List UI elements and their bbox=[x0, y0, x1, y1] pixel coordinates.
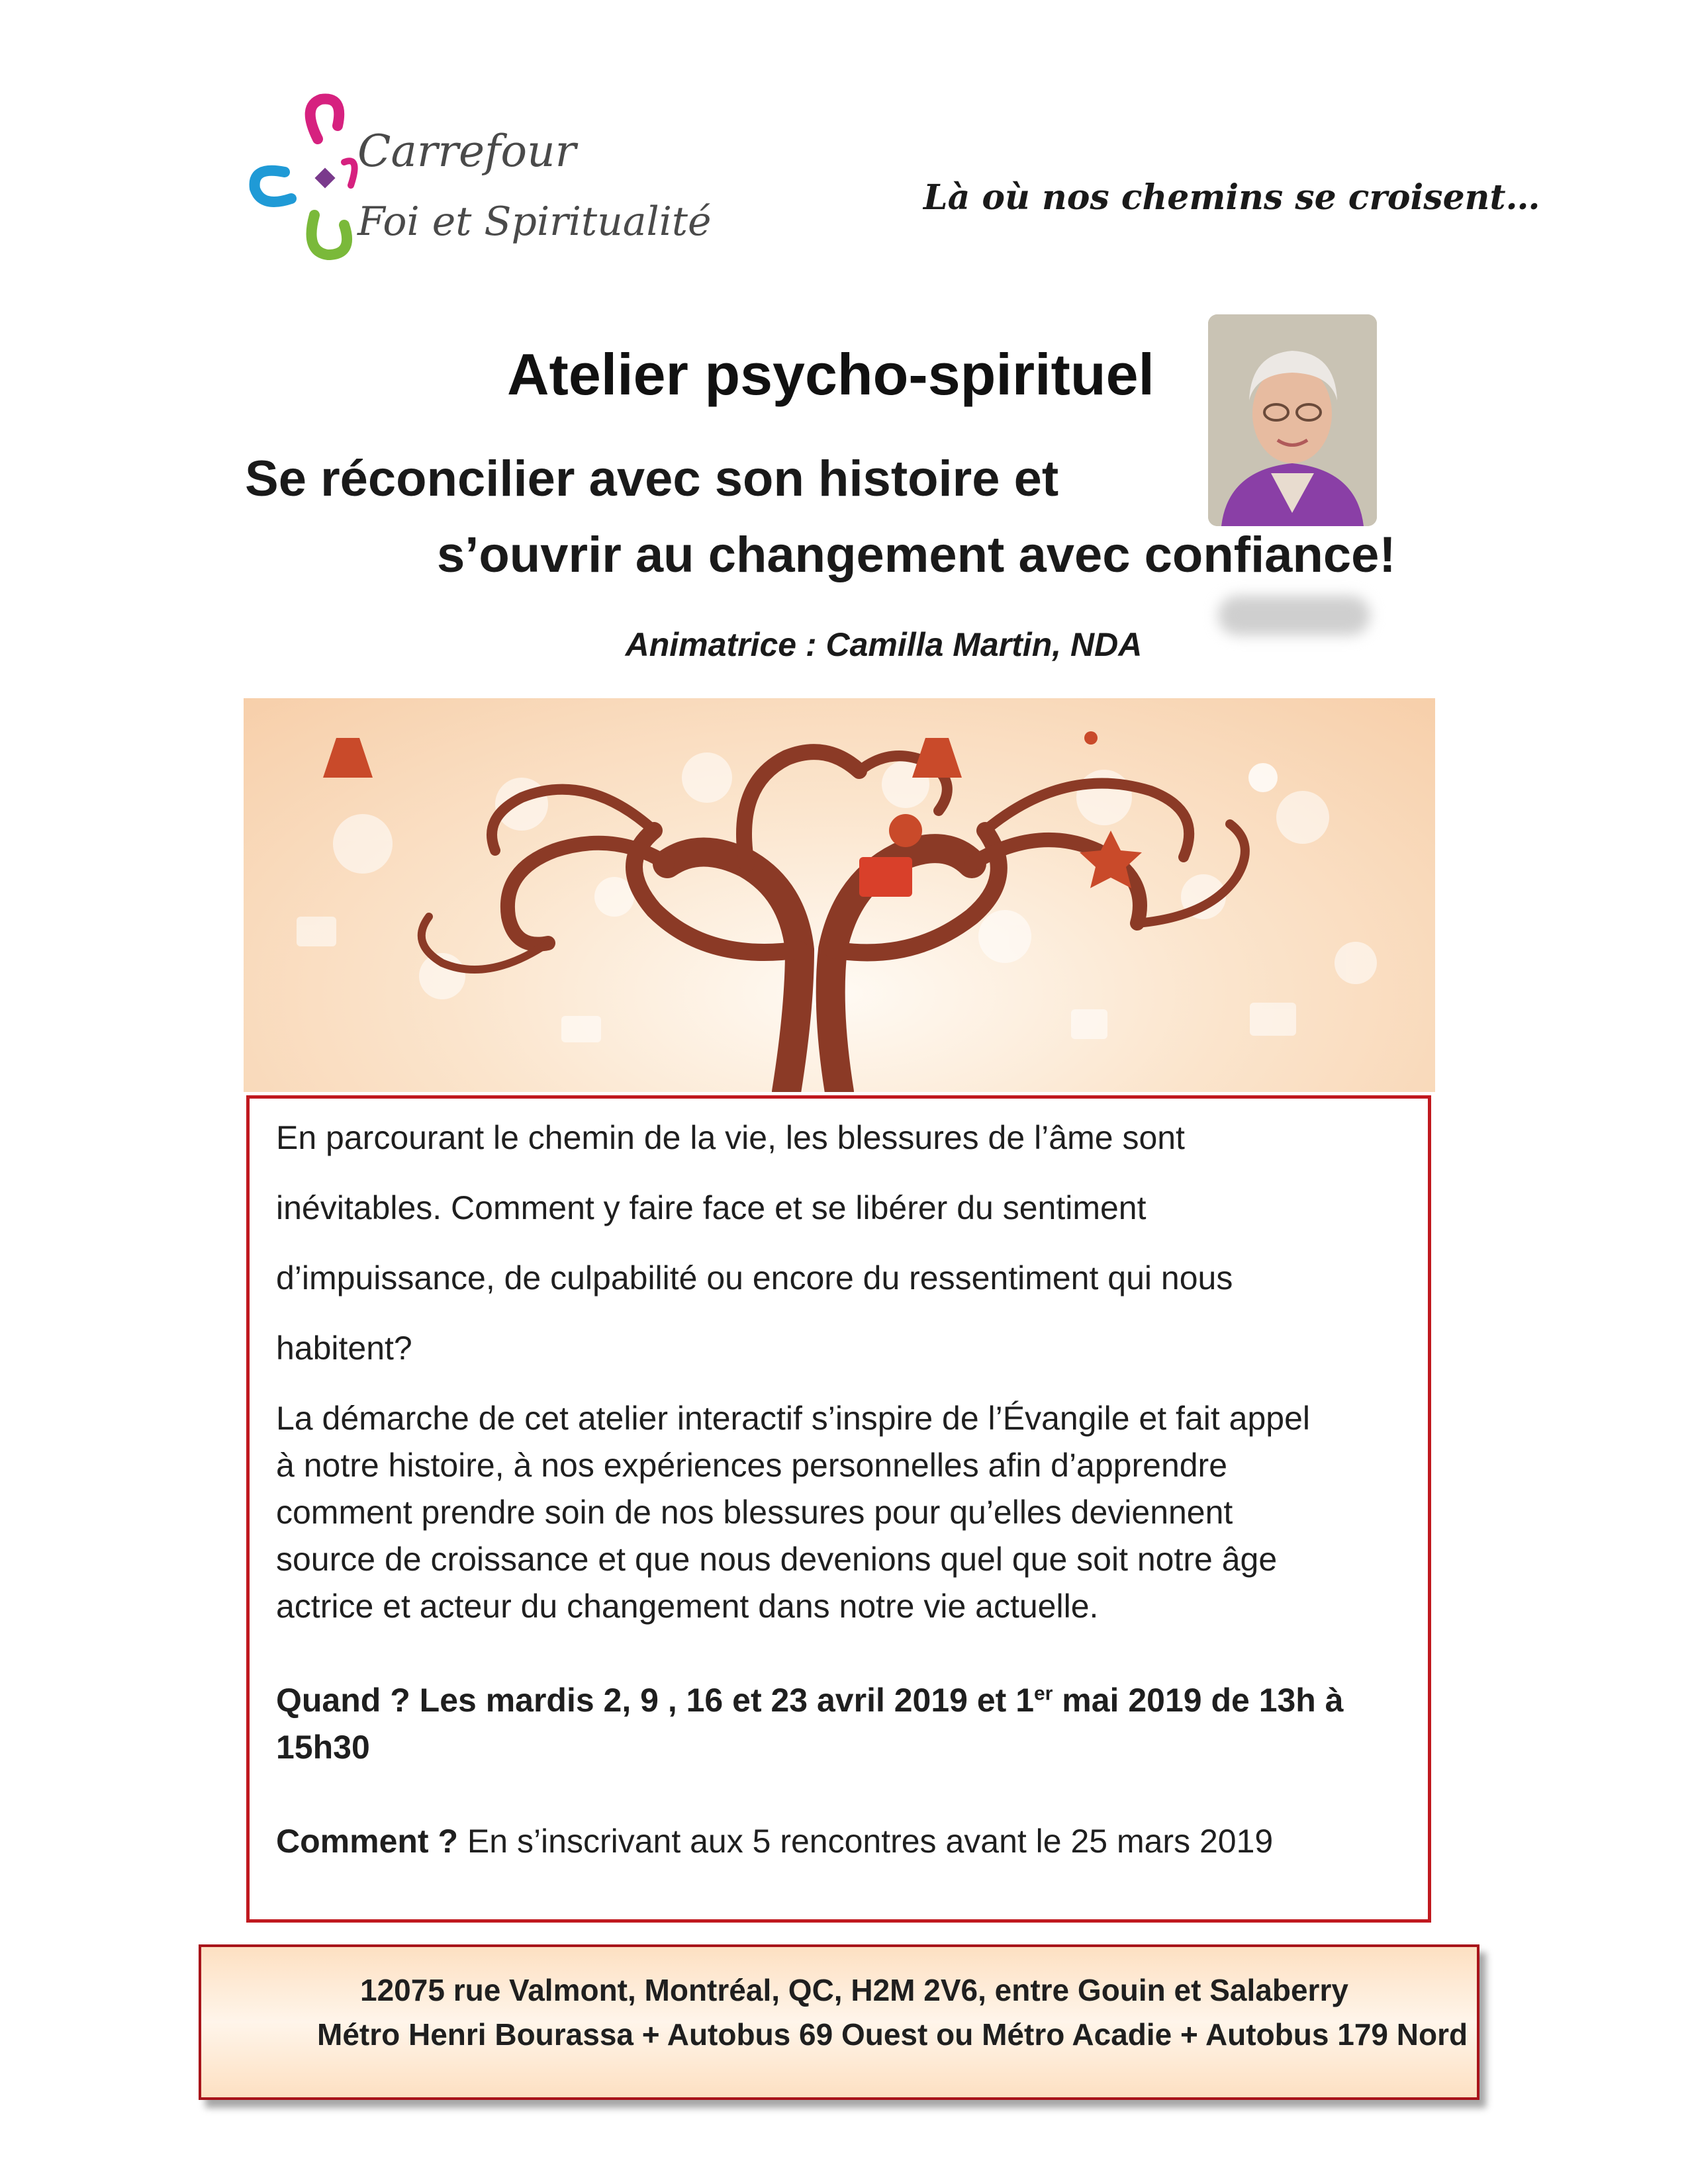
comment-text: En s’inscrivant aux 5 rencontres avant le 25 mars 2019 bbox=[458, 1823, 1274, 1860]
paragraph-2-line-4: source de croissance et que nous devenions quel que soit notre âge bbox=[276, 1541, 1278, 1578]
quand-line-2: 15h30 bbox=[276, 1729, 370, 1766]
quand-superscript: er bbox=[1034, 1682, 1053, 1705]
address-line-1: 12075 rue Valmont, Montréal, QC, H2M 2V6, entre Gouin et Salaberry bbox=[360, 1973, 1348, 2007]
subtitle-line-2: s’ouvrir au changement avec confiance! bbox=[437, 527, 1396, 583]
animatrice-credit: Animatrice : Camilla Martin, NDA bbox=[625, 626, 1143, 663]
tagline: Là où nos chemins se croisent… bbox=[923, 177, 1540, 218]
address-line-2: Métro Henri Bourassa + Autobus 69 Ouest ou Métro Acadie + Autobus 179 Nord bbox=[317, 2017, 1468, 2052]
description-box bbox=[246, 1095, 1431, 1923]
paragraph-1-line-3: d’impuissance, de culpabilité ou encore du ressentiment qui nous bbox=[276, 1259, 1233, 1297]
comment-line bbox=[276, 1822, 1273, 1860]
quand-part-1: Quand ? Les mardis 2, 9 , 16 et 23 avril 2019 et 1 bbox=[276, 1682, 1035, 1719]
paragraph-1-line-1: En parcourant le chemin de la vie, les blessures de l’âme sont bbox=[276, 1119, 1185, 1156]
paragraph-1-line-2: inévitables. Comment y faire face et se libérer du sentiment bbox=[276, 1189, 1147, 1226]
quand-line-1 bbox=[276, 1681, 1344, 1719]
paragraph-2-line-5: actrice et acteur du changement dans notre vie actuelle. bbox=[276, 1588, 1099, 1625]
page-title: Atelier psycho-spirituel bbox=[506, 341, 1154, 407]
paragraph-2-line-1: La démarche de cet atelier interactif s’inspire de l’Évangile et fait appel bbox=[276, 1400, 1310, 1437]
address-box bbox=[199, 1944, 1479, 2100]
paragraph-1-line-4: habitent? bbox=[276, 1330, 412, 1367]
subtitle-line-1: Se réconcilier avec son histoire et bbox=[245, 451, 1059, 507]
comment-label: Comment ? bbox=[276, 1823, 458, 1860]
quand-part-2: mai 2019 de 13h à bbox=[1053, 1682, 1344, 1719]
tree-banner bbox=[244, 698, 1435, 1092]
animatrice-photo bbox=[1208, 314, 1377, 526]
logo-text-foi: Foi et Spiritualité bbox=[357, 199, 712, 245]
logo-text-carrefour: Carrefour bbox=[357, 126, 577, 177]
paragraph-2-line-3: comment prendre soin de nos blessures pour qu’elles deviennent bbox=[276, 1494, 1233, 1531]
paragraph-2-line-2: à notre histoire, à nos expériences personnelles afin d’apprendre bbox=[276, 1447, 1228, 1484]
